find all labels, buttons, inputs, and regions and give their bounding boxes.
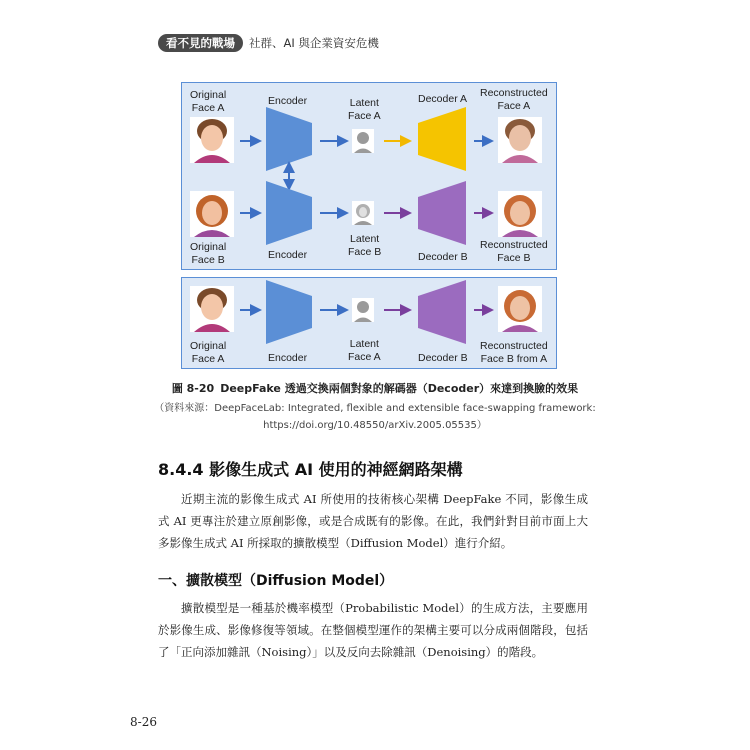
source-line-2: https://doi.org/10.48550/arXiv.2005.05535）: [263, 420, 487, 431]
label-original-face-a: Original Face A: [190, 89, 227, 114]
label-original-face-b: Original Face B: [190, 241, 227, 266]
decoder-a-shape: [418, 107, 466, 171]
original-face-a-icon: [190, 117, 234, 163]
latent-face-b-icon: [352, 201, 374, 225]
label-decoder-a: Decoder A: [418, 93, 468, 105]
running-header: [158, 34, 379, 52]
original-face-b-icon: [190, 191, 234, 237]
subsection-title: 一、擴散模型（Diffusion Model）: [158, 573, 394, 589]
label-reconstructed-face-b-from-a: Reconstructed Face B from A: [480, 340, 548, 365]
figure-caption: [0, 380, 750, 396]
reconstructed-face-b-from-a-icon: [498, 286, 542, 332]
book-title-badge: 看不見的戰場: [158, 34, 243, 52]
label-reconstructed-face-a: Reconstructed Face A: [480, 87, 548, 112]
label-latent-face-a: Latent Face A: [348, 97, 381, 122]
reconstructed-face-b-icon: [498, 191, 542, 237]
encoder-mid-shape: [266, 181, 312, 245]
label-encoder-mid: Encoder: [268, 249, 308, 261]
original-face-a-bottom-icon: [190, 286, 234, 332]
label-decoder-b-mid: Decoder B: [418, 251, 468, 263]
figure-number: 圖 8-20: [171, 382, 215, 395]
figure-source: [0, 400, 750, 434]
latent-face-a-icon: [352, 129, 374, 153]
intro-paragraph: 近期主流的影像生成式 AI 所使用的技術核心架構 DeepFake 不同，影像生成式 AI 更專注於建立原創影像，或是合成既有的影像。在此，我們針對目前市面上大多影像生成式 AI 所採取的擴散模型（Diffusion Model）進行介紹。: [158, 492, 588, 550]
reconstructed-face-a-icon: [498, 117, 542, 163]
label-latent-face-a-bottom: Latent Face A: [348, 338, 381, 363]
label-reconstructed-face-b: Reconstructed Face B: [480, 239, 548, 264]
figure-caption-text: DeepFake 透過交換兩個對象的解碼器（Decoder）來達到換臉的效果: [220, 382, 579, 395]
decoder-b-mid-shape: [418, 181, 466, 245]
page-number: 8-26: [130, 715, 157, 729]
swap-diagram-panel: [181, 277, 557, 369]
label-decoder-b-bottom: Decoder B: [418, 352, 468, 364]
training-diagram-panel: [181, 82, 557, 270]
diffusion-paragraph: 擴散模型是一種基於機率模型（Probabilistic Model）的生成方法，主要應用於影像生成、影像修復等領域。在整個模型運作的架構主要可以分成兩個階段，包括了「正向添加雜訊（Noising）」以及反向去除雜訊（Denoising）的階段。: [158, 601, 588, 659]
label-encoder-bottom: Encoder: [268, 352, 308, 364]
encoder-top-shape: [266, 107, 312, 171]
source-line-1: （資料來源：DeepFaceLab: Integrated, flexible and extensible face-swapping framework:: [154, 403, 596, 414]
encoder-bottom-shape: [266, 280, 312, 344]
label-latent-face-b: Latent Face B: [348, 233, 382, 258]
section-title: 8.4.4 影像生成式 AI 使用的神經網路架構: [158, 460, 463, 479]
label-original-face-a-bottom: Original Face A: [190, 340, 227, 365]
decoder-b-bottom-shape: [418, 280, 466, 344]
label-encoder-top: Encoder: [268, 95, 308, 107]
book-subtitle: 社群、AI 與企業資安危機: [249, 36, 379, 50]
latent-face-a-bottom-icon: [352, 298, 374, 322]
